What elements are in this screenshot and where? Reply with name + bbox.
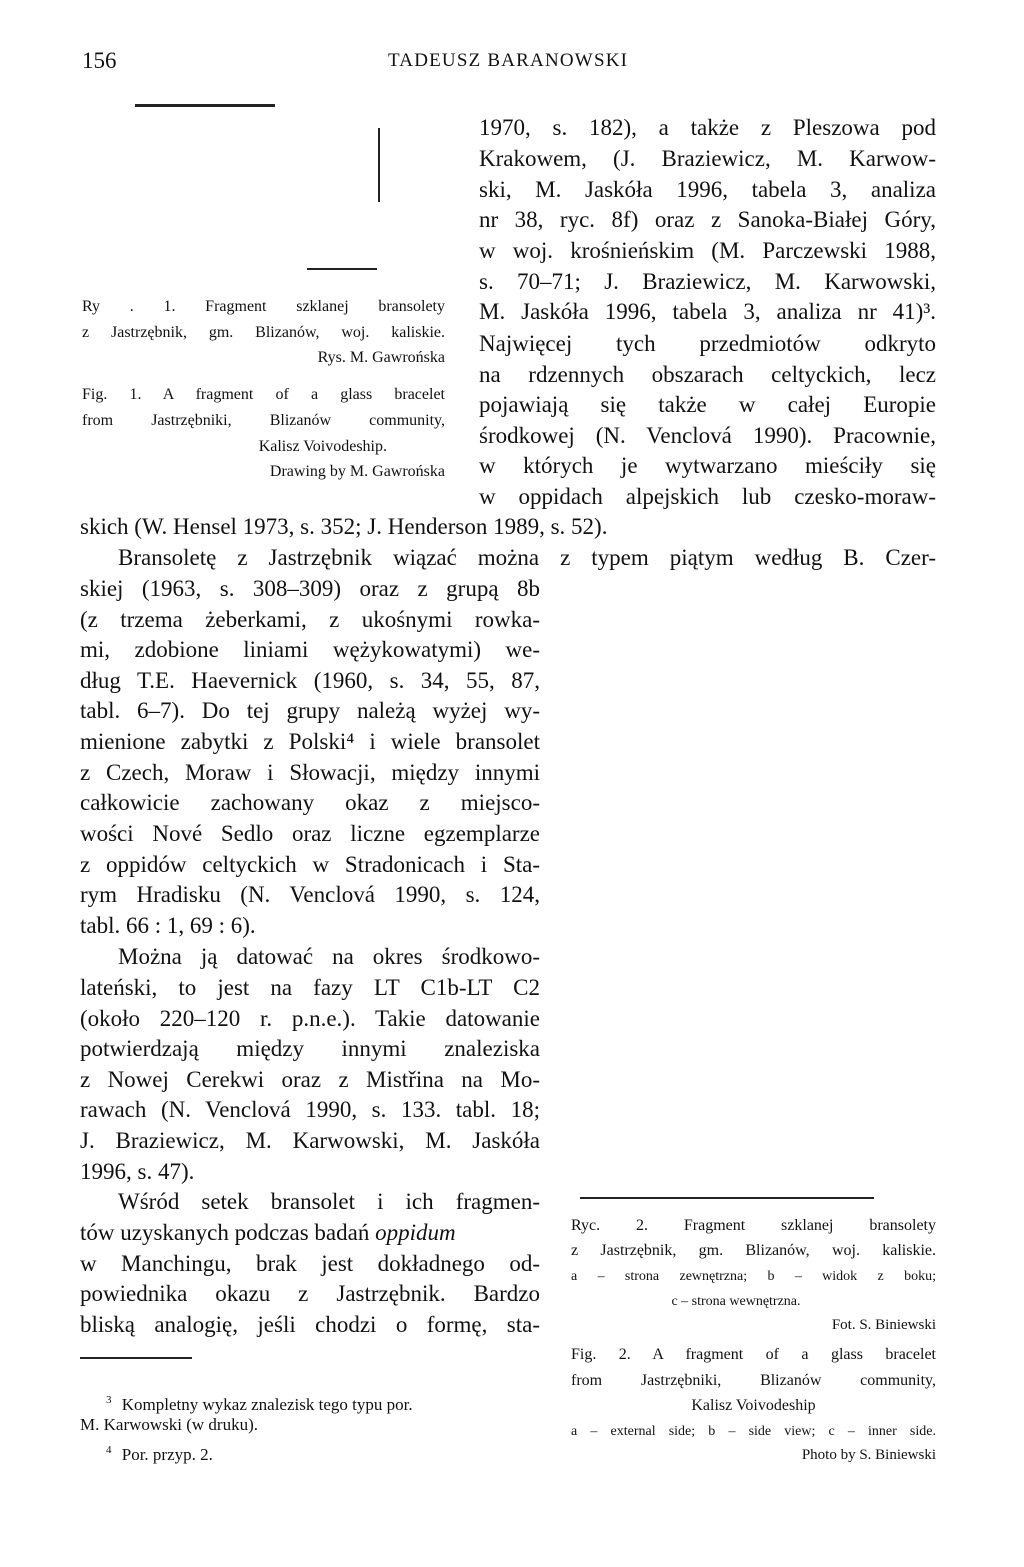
body-line: w oppidach alpejskich lub czesko-moraw-	[479, 484, 936, 509]
body-line: pojawiają się także w całej Europie	[479, 392, 936, 417]
page-number: 156	[82, 48, 117, 73]
figure-1-caption-en: Fig. 1. A fragment of a glass bracelet	[82, 386, 445, 403]
body-line: w Manchingu, brak jest dokładnego od-	[80, 1251, 540, 1276]
body-line: ski, M. Jaskóła 1996, tabela 3, analiza	[479, 177, 936, 202]
body-line: wości Nové Sedlo oraz liczne egzemplarze	[80, 821, 540, 846]
body-line: Wśród setek bransolet i ich fragmen-	[118, 1189, 540, 1214]
body-line: tabl. 6–7). Do tej grupy należą wyżej wy-	[80, 698, 540, 723]
footnote-separator	[80, 1357, 192, 1359]
figure-2-caption-en: Kalisz Voivodeship	[691, 1397, 816, 1414]
figure-2-caption-pl: a – strona zewnętrzna; b – widok z boku;	[571, 1269, 936, 1284]
figure-2-caption-en: Fig. 2. A fragment of a glass bracelet	[571, 1346, 936, 1363]
footnote-3	[106, 1389, 413, 1416]
figure-1-bottom-rule	[307, 268, 377, 270]
footnote-marker: 4	[106, 1444, 112, 1456]
body-line: z Czech, Moraw i Słowacji, między innymi	[80, 760, 540, 785]
body-line: z oppidów celtyckich w Stradonicach i Sta-	[80, 852, 540, 877]
body-line: Można ją datować na okres środkowo-	[118, 944, 540, 969]
body-line: lateński, to jest na fazy LT C1b-LT C2	[80, 975, 540, 1000]
body-line: Krakowem, (J. Braziewicz, M. Karwow-	[479, 146, 936, 171]
figure-1-top-rule	[135, 104, 275, 107]
footnote-3-continued: M. Karwowski (w druku).	[80, 1415, 259, 1434]
body-line: rawach (N. Venclová 1990, s. 133. tabl. 18;	[80, 1097, 540, 1122]
figure-1-caption-en: Kalisz Voivodeship.	[258, 438, 387, 455]
figure-2-caption-en: a – external side; b – side view; c – inner side.	[571, 1424, 936, 1439]
figure-1-caption-en: from Jastrzębniki, Blizanów community,	[82, 412, 445, 429]
footnote-marker: 3	[106, 1394, 112, 1406]
body-line: (z trzema żeberkami, z ukośnymi rowka-	[80, 607, 540, 632]
body-line: 1970, s. 182), a także z Pleszowa pod	[479, 115, 936, 140]
body-line: rym Hradisku (N. Venclová 1990, s. 124,	[80, 882, 540, 907]
figure-1-caption-pl: Ry . 1. Fragment szklanej bransolety	[82, 298, 445, 315]
figure-2-caption-en: Photo by S. Biniewski	[801, 1447, 936, 1463]
body-line: potwierdzają między innymi znaleziska	[80, 1036, 540, 1061]
body-line: skich (W. Hensel 1973, s. 352; J. Henderson 1989, s. 52).	[80, 514, 608, 539]
running-header-author: TADEUSZ BARANOWSKI	[388, 50, 629, 71]
body-line: dług T.E. Haevernick (1960, s. 34, 55, 87,	[80, 668, 540, 693]
body-line: całkowicie zachowany okaz z miejsco-	[80, 790, 540, 815]
figure-2-top-rule	[580, 1197, 874, 1199]
body-line: tabl. 66 : 1, 69 : 6).	[80, 913, 256, 938]
figure-1-caption-pl: z Jastrzębnik, gm. Blizanów, woj. kaliskie.	[82, 324, 445, 341]
body-line: w woj. krośnieńskim (M. Parczewski 1988,	[479, 238, 936, 263]
body-line: powiednika okazu z Jastrzębnik. Bardzo	[80, 1281, 540, 1306]
figure-2-caption-en: from Jastrzębniki, Blizanów community,	[571, 1372, 936, 1389]
body-line: mi, zdobione liniami wężykowatymi) we-	[80, 637, 540, 662]
footnote-text: Kompletny wykaz znalezisk tego typu por.	[121, 1394, 413, 1414]
footnote-4	[106, 1439, 213, 1466]
body-line: s. 70–71; J. Braziewicz, M. Karwowski,	[479, 269, 936, 294]
body-line: (około 220–120 r. p.n.e.). Takie datowanie	[80, 1006, 540, 1031]
body-line: 1996, s. 47).	[80, 1159, 195, 1184]
body-line: środkowej (N. Venclová 1990). Pracownie,	[479, 423, 936, 448]
body-line: w których je wytwarzano mieściły się	[479, 453, 936, 478]
figure-1-caption-en: Drawing by M. Gawrońska	[269, 463, 445, 480]
figure-2-caption-pl: Ryc. 2. Fragment szklanej bransolety	[571, 1217, 936, 1234]
body-line: bliską analogię, jeśli chodzi o formę, sta-	[80, 1312, 540, 1337]
figure-2-caption-pl: z Jastrzębnik, gm. Blizanów, woj. kaliskie.	[571, 1242, 936, 1259]
figure-1-caption-pl: Rys. M. Gawrońska	[317, 349, 445, 366]
body-line: M. Jaskóła 1996, tabela 3, analiza nr 41)³.	[479, 299, 936, 324]
body-line: z Nowej Cerekwi oraz z Mistřina na Mo-	[80, 1067, 540, 1092]
body-line: Najwięcej tych przedmiotów odkryto	[479, 331, 936, 356]
body-line: Bransoletę z Jastrzębnik wiązać można z typem piątym według B. Czer-	[118, 545, 936, 570]
body-line: na rdzennych obszarach celtyckich, lecz	[479, 362, 936, 387]
italic-term: oppidum	[375, 1220, 456, 1245]
figure-2-caption-pl: Fot. S. Biniewski	[831, 1317, 936, 1333]
body-line: J. Braziewicz, M. Karwowski, M. Jaskóła	[80, 1128, 540, 1153]
body-line: mienione zabytki z Polski⁴ i wiele bransolet	[80, 729, 540, 754]
body-line	[80, 1219, 456, 1246]
figure-2-caption-pl: c – strona wewnętrzna.	[671, 1294, 801, 1309]
body-text: tów uzyskanych podczas badań	[80, 1220, 370, 1245]
figure-1-side-line	[378, 128, 380, 202]
footnote-text: Por. przyp. 2.	[121, 1444, 213, 1464]
body-line: nr 38, ryc. 8f) oraz z Sanoka-Białej Góry,	[479, 207, 936, 232]
body-line: skiej (1963, s. 308–309) oraz z grupą 8b	[80, 576, 540, 601]
